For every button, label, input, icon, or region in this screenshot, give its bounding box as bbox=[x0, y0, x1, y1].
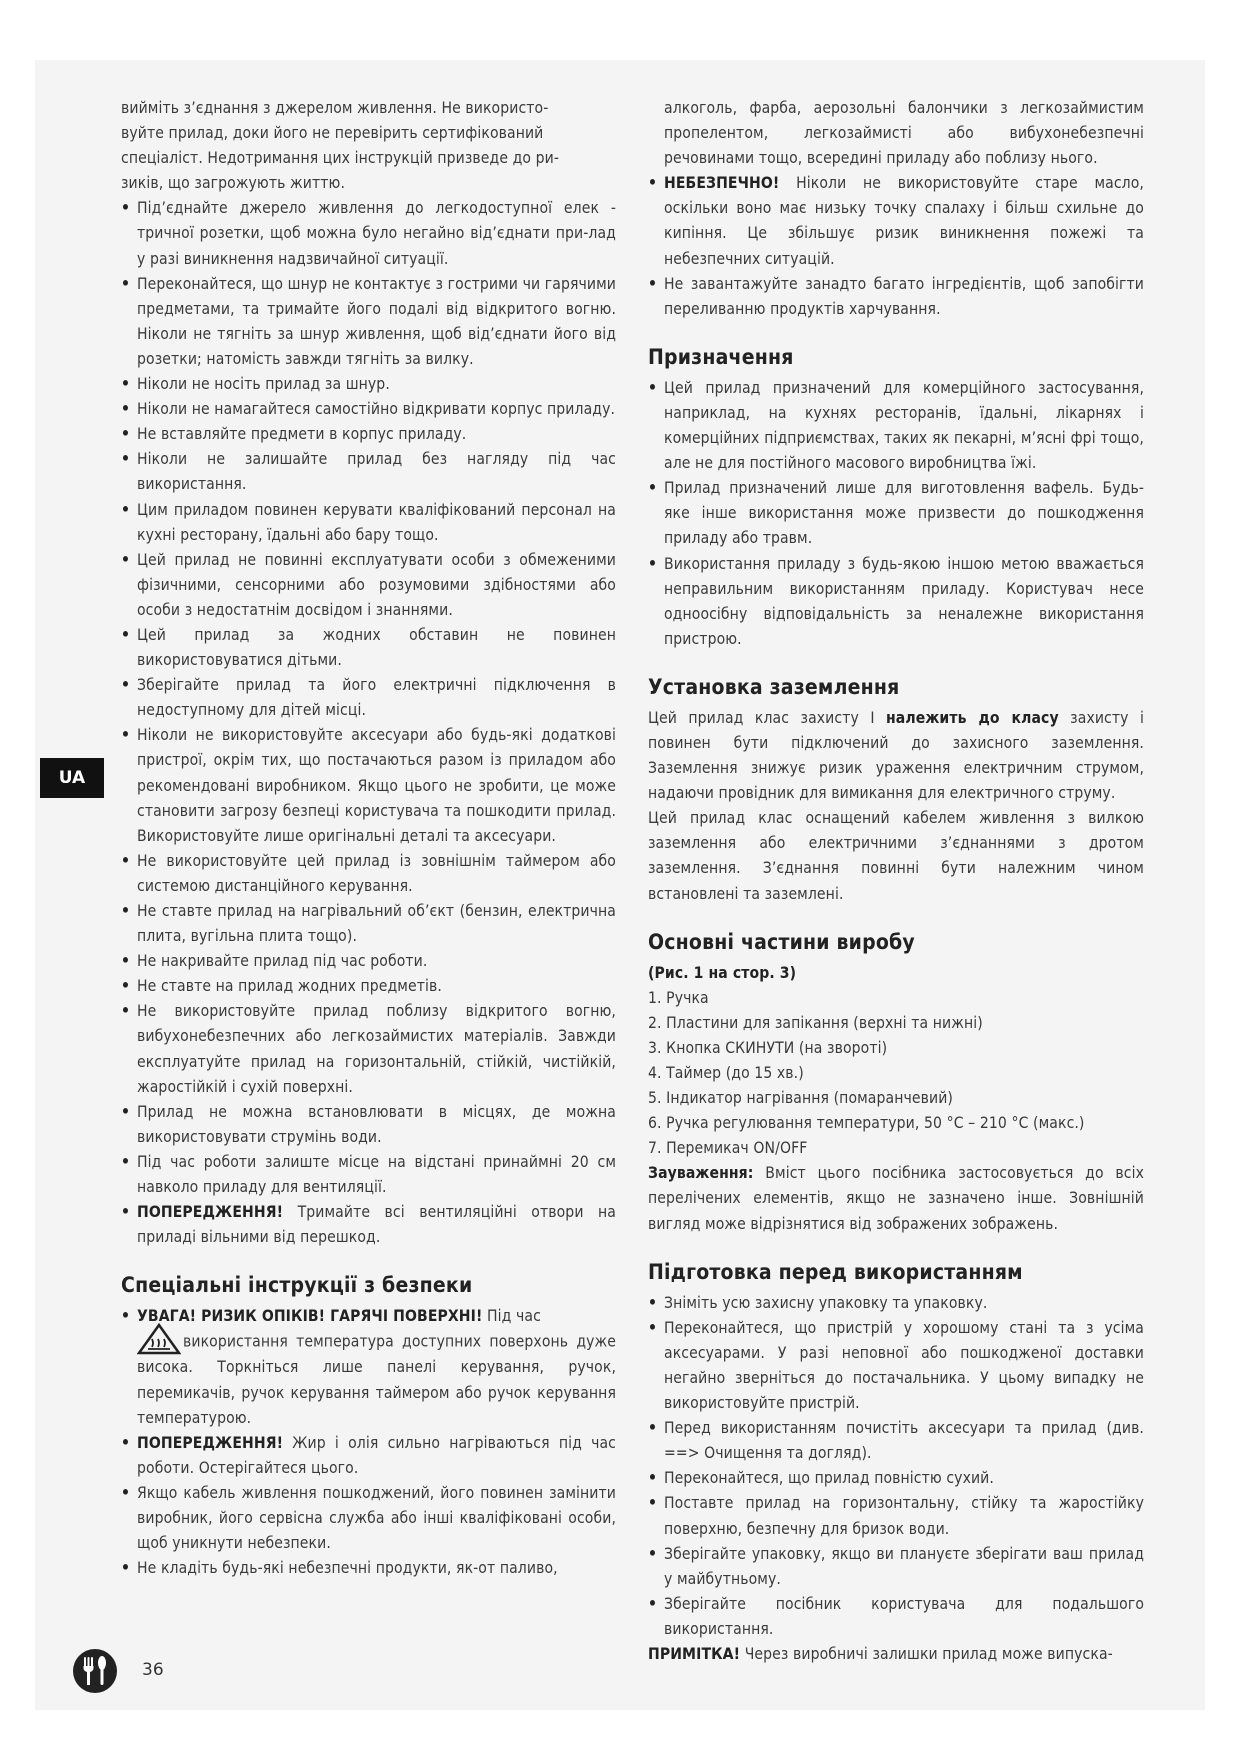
danger-bullet bbox=[648, 171, 1144, 271]
cutlery-logo-icon bbox=[72, 1648, 118, 1694]
note-label: Зауваження: bbox=[648, 1164, 754, 1183]
danger-text: Ніколи не використовуйте старе масло, оскільки воно має низьку точку спалаху і більш схильне до кипіння. Це збільшує ризик виникнення пожежі та небезпечних ситуацій. bbox=[664, 174, 1144, 268]
preparation-heading: Підготовка перед використанням bbox=[648, 1259, 1023, 1284]
prep-bullet: • Зберігайте упаковку, якщо ви плануєте зберігати ваш прилад у майбутньому. bbox=[648, 1542, 1144, 1592]
intro-line: зиків, що загрожують життю. bbox=[121, 174, 345, 193]
continued-text: алкоголь, фарба, аерозольні балончики з легкозаймистим пропелентом, легкозаймисті або вибухонебезпечні речовинами тощо, всередині приладу або поблизу нього. bbox=[664, 99, 1144, 168]
parts-list-item: 6. Ручка регулювання температури, 50 °C – 210 °C (макс.) bbox=[648, 1114, 1085, 1133]
prep-bullet: • Зберігайте посібник користувача для подальшого використання. bbox=[648, 1592, 1144, 1642]
warning-label: ПОПЕРЕДЖЕННЯ! bbox=[137, 1203, 284, 1222]
parts-list-item: 3. Кнопка СКИНУТИ (на звороті) bbox=[648, 1038, 888, 1057]
prep-bullet: • Зніміть усю захисну упаковку та упаковку. bbox=[648, 1291, 1144, 1316]
safety-bullet: • Ніколи не використовуйте аксесуари або будь-які додаткові пристрої, окрім тих, що постачаються разом із приладом або рекомендовані виробником. Якщо цього не зробити, це може становити загрозу безпеці користувача та пошкодити прилад. Використовуйте лише оригінальні деталі та аксесуари. bbox=[121, 723, 616, 848]
parts-list-item: 1. Ручка bbox=[648, 988, 709, 1007]
right-column bbox=[648, 96, 1144, 1667]
grounding-heading: Установка заземлення bbox=[648, 674, 900, 699]
purpose-heading: Призначення bbox=[648, 344, 794, 369]
final-note-label: ПРИМІТКА! bbox=[648, 1644, 741, 1663]
left-column bbox=[121, 96, 616, 1581]
grounding-text: Цей прилад клас захисту I bbox=[648, 708, 887, 727]
safety-bullet: • Зберігайте прилад та його електричні підключення в недоступному для дітей місці. bbox=[121, 673, 616, 723]
grounding-paragraph bbox=[648, 706, 1144, 806]
prep-bullet: • Поставте прилад на горизонтальну, стійку та жаростійку поверхню, безпечну для бризок води. bbox=[648, 1491, 1144, 1541]
safety-bullet: • Не вставляйте предмети в корпус приладу. bbox=[121, 422, 616, 447]
grounding-text: захисту і повинен бути підключений до захисного заземлення. Заземлення знижує ризик ураження електричним струмом, надаючи провідник для вимикання для електричного струму. bbox=[648, 708, 1144, 803]
prep-bullet: • Переконайтеся, що прилад повністю сухий. bbox=[648, 1466, 1144, 1491]
parts-heading: Основні частини виробу bbox=[648, 929, 915, 954]
purpose-bullet: • Цей прилад призначений для комерційного застосування, наприклад, на кухнях ресторанів, їдальні, лікарнях і комерційних підприємствах, таких як пекарні, м’ясні фрі тощо, але не для постійного масового виробництва їжі. bbox=[648, 376, 1144, 476]
safety-bullet: • Ніколи не залишайте прилад без нагляду під час використання. bbox=[121, 447, 616, 497]
caution-bullet bbox=[121, 1304, 616, 1430]
caution-text-continued: використання температура доступних поверхонь дуже висока. Торкніться лише панелі керування, ручок, перемикачів, ручок керування таймером або ручок керування температурою. bbox=[137, 1332, 616, 1427]
parts-list-item: 2. Пластини для запікання (верхні та нижні) bbox=[648, 1013, 983, 1032]
hot-surface-warning-icon bbox=[137, 1323, 181, 1355]
intro-line: вийміть з’єднання з джерелом живлення. Не використо- bbox=[121, 99, 549, 117]
safety-bullet: • Цей прилад за жодних обставин не повинен використовуватися дітьми. bbox=[121, 623, 616, 673]
safety-bullet: • Цей прилад не повинні експлуатувати особи з обмеженими фізичними, сенсорними або розумовими здібностями або особи з недостатнім досвідом і знаннями. bbox=[121, 548, 616, 623]
safety-bullet: • Не кладіть будь-які небезпечні продукти, як-от паливо, bbox=[121, 1556, 616, 1581]
caution-label: УВАГА! РИЗИК ОПІКІВ! ГАРЯЧІ ПОВЕРХНІ! bbox=[137, 1307, 483, 1326]
danger-label: НЕБЕЗПЕЧНО! bbox=[664, 174, 780, 193]
language-tab: UA bbox=[40, 758, 104, 798]
warning-label: ПОПЕРЕДЖЕННЯ! bbox=[137, 1433, 284, 1452]
purpose-bullet: • Використання приладу з будь-якою іншою метою вважається неправильним використанням приладу. Користувач несе одноосібну відповідальність за неналежне використання пристрою. bbox=[648, 552, 1144, 652]
safety-bullet: • Цим приладом повинен керувати кваліфікований персонал на кухні ресторану, їдальні або бару тощо. bbox=[121, 498, 616, 548]
parts-subheading: (Рис. 1 на стор. 3) bbox=[648, 963, 797, 982]
warning-bullet bbox=[121, 1200, 616, 1250]
safety-bullet: • Не ставте на прилад жодних предметів. bbox=[121, 974, 616, 999]
safety-bullet: • Під’єднайте джерело живлення до легкодоступної елек - тричної розетки, щоб можна було негайно від’єднати при-лад у разі виникнення надзвичайної ситуації. bbox=[121, 196, 616, 271]
parts-list-item: 7. Перемикач ON/OFF bbox=[648, 1139, 808, 1158]
safety-bullet: • Не ставте прилад на нагрівальний об’єкт (бензин, електрична плита, вугільна плита тощо). bbox=[121, 899, 616, 949]
safety-bullet: • Під час роботи залиште місце на відстані принаймні 20 см навколо приладу для вентиляції. bbox=[121, 1150, 616, 1200]
page-number: 36 bbox=[142, 1660, 164, 1680]
intro-line: вуйте прилад, доки його не перевірить сертифікований bbox=[121, 124, 544, 143]
warning-bullet bbox=[121, 1431, 616, 1481]
safety-bullet: • Якщо кабель живлення пошкоджений, його повинен замінити виробник, його сервісна служба або інші кваліфіковані особи, щоб уникнути небезпеки. bbox=[121, 1481, 616, 1556]
safety-bullet: • Не накривайте прилад під час роботи. bbox=[121, 949, 616, 974]
grounding-paragraph: Цей прилад клас оснащений кабелем живлення з вилкою заземлення або електричними з’єднаннями з дротом заземлення. З’єднання повинні бути належним чином встановлені та заземлені. bbox=[648, 809, 1144, 903]
purpose-bullet: • Прилад призначений лише для виготовлення вафель. Будь-яке інше використання може призвести до пошкодження приладу або травм. bbox=[648, 476, 1144, 551]
grounding-emphasis: належить до класу bbox=[886, 708, 1059, 727]
safety-bullet: • Не використовуйте цей прилад із зовнішнім таймером або системою дистанційного керування. bbox=[121, 849, 616, 899]
safety-bullet: • Переконайтеся, що шнур не контактує з гострими чи гарячими предметами, та тримайте його подалі від відкритого вогню. Ніколи не тягніть за шнур живлення, щоб від’єднати його від розетки; натомість завжди тягніть за вилку. bbox=[121, 272, 616, 372]
safety-bullet: • Не використовуйте прилад поблизу відкритого вогню, вибухонебезпечних або легкозаймистих матеріалів. Завжди експлуатуйте прилад на горизонтальній, стійкій, чистійкій, жаростійкій і сухій поверхні. bbox=[121, 999, 616, 1099]
caution-text: Під час bbox=[482, 1307, 541, 1326]
parts-list-item: 5. Індикатор нагрівання (помаранчевий) bbox=[648, 1089, 953, 1108]
note-paragraph bbox=[648, 1161, 1144, 1236]
safety-bullet: • Ніколи не намагайтеся самостійно відкривати корпус приладу. bbox=[121, 397, 616, 422]
intro-line: спеціаліст. Недотримання цих інструкцій призведе до ри- bbox=[121, 149, 560, 168]
note-text: Вміст цього посібника застосовується до всіх перелічених елементів, якщо не зазначено інше. Зовнішній вигляд може відрізнятися від зображених зображень. bbox=[648, 1164, 1144, 1233]
final-note bbox=[648, 1642, 1144, 1667]
safety-bullet: • Ніколи не носіть прилад за шнур. bbox=[121, 372, 616, 397]
warning-text: Тримайте всі вентиляційні отвори на приладі вільними від перешкод. bbox=[137, 1203, 616, 1247]
safety-bullet: • Прилад не можна встановлювати в місцях, де можна використовувати струмінь води. bbox=[121, 1100, 616, 1150]
final-note-text: Через виробничі залишки прилад може випуска- bbox=[740, 1644, 1113, 1663]
prep-bullet: • Переконайтеся, що пристрій у хорошому стані та з усіма аксесуарами. У разі неповної або пошкодженої доставки негайно зверніться до постачальника. У цьому випадку не використовуйте пристрій. bbox=[648, 1316, 1144, 1416]
special-instructions-heading: Спеціальні інструкції з безпеки bbox=[121, 1273, 473, 1298]
prep-bullet: • Перед використанням почистіть аксесуари та прилад (див. ==> Очищення та догляд). bbox=[648, 1416, 1144, 1466]
parts-list-item: 4. Таймер (до 15 хв.) bbox=[648, 1064, 804, 1082]
warning-text: Жир і олія сильно нагріваються під час роботи. Остерігайтеся цього. bbox=[137, 1433, 616, 1477]
safety-bullet: • Не завантажуйте занадто багато інгредієнтів, щоб запобігти переливанню продуктів харчування. bbox=[648, 272, 1144, 322]
